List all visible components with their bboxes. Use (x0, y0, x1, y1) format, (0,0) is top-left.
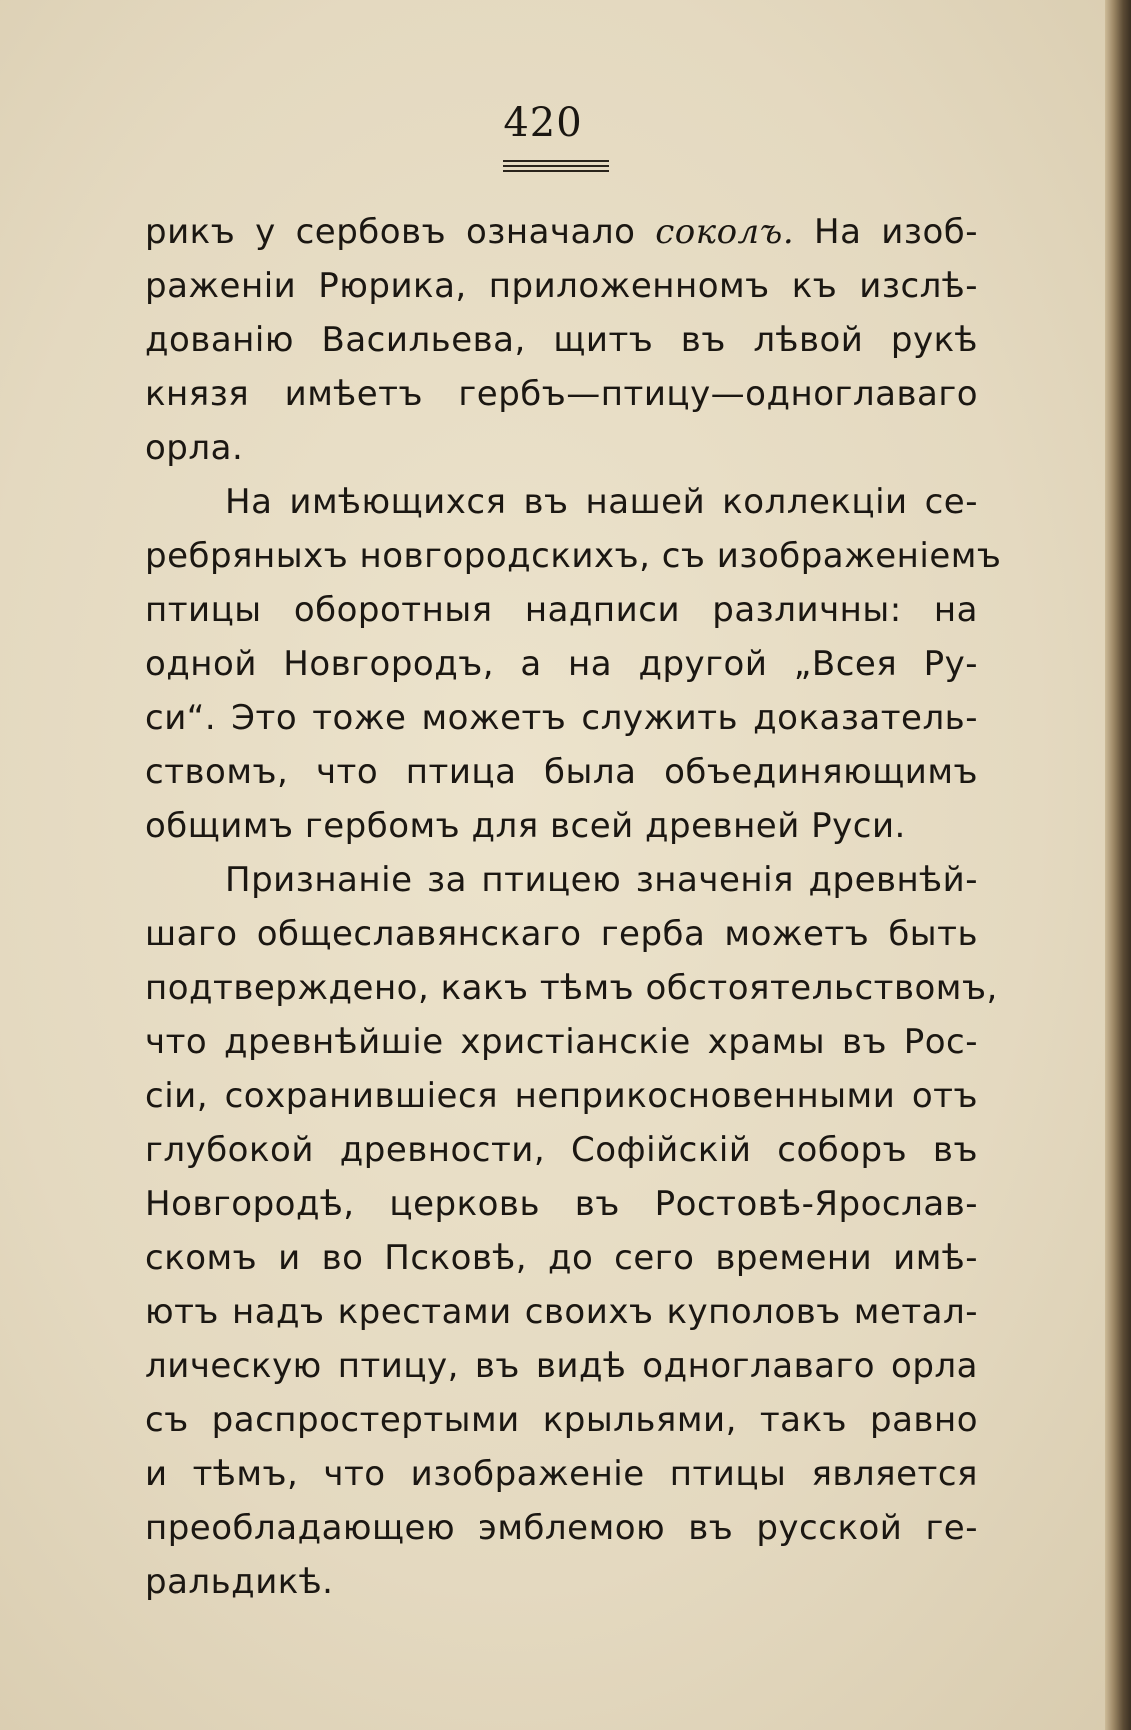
text-line: На имѣющихся въ нашей коллекціи се- (225, 482, 978, 522)
book-spine-edge (1105, 0, 1131, 1730)
body-text (145, 205, 1002, 1609)
text-line: князя имѣетъ гербъ—птицу—одноглаваго (145, 374, 978, 414)
text-line: рикъ у сербовъ означало соколъ. На изоб- (145, 212, 979, 252)
text-line: общимъ гербомъ для всей древней Руси. (145, 806, 906, 846)
text-line: и тѣмъ, что изображеніе птицы является (145, 1454, 978, 1494)
page-number: 420 (503, 100, 583, 146)
text-line: дованію Васильева, щитъ въ лѣвой рукѣ (145, 320, 978, 360)
text-line: Признаніе за птицею значенія древнѣй- (225, 860, 978, 900)
header-rule (503, 165, 609, 167)
italic-word: соколъ. (655, 212, 795, 252)
text-line: си“. Это тоже можетъ служить доказатель- (145, 698, 978, 738)
header-rule (503, 160, 609, 162)
text-line: подтверждено, какъ тѣмъ обстоятельствомъ, (145, 968, 998, 1008)
text-line: ютъ надъ крестами своихъ куполовъ метал- (145, 1292, 978, 1332)
text-line: раженіи Рюрика, приложенномъ къ изслѣ- (145, 266, 978, 306)
text-line: глубокой древности, Софійскій соборъ въ (145, 1130, 978, 1170)
text-line: скомъ и во Псковѣ, до сего времени имѣ- (145, 1238, 978, 1278)
text-line: что древнѣйшіе христіанскіе храмы въ Рос- (145, 1022, 978, 1062)
text-line: лическую птицу, въ видѣ одноглаваго орла (145, 1346, 978, 1386)
text-line: ствомъ, что птица была объединяющимъ (145, 752, 978, 792)
text-line: сіи, сохранившіеся неприкосновенными отъ (145, 1076, 978, 1116)
text-line: птицы оборотныя надписи различны: на (145, 590, 978, 630)
text-line: съ распростертыми крыльями, такъ равно (145, 1400, 978, 1440)
header-rule (503, 170, 609, 172)
text-line: преобладающею эмблемою въ русской ге- (145, 1508, 978, 1548)
text-line: одной Новгородъ, а на другой „Всея Ру- (145, 644, 978, 684)
text-line: Новгородѣ, церковь въ Ростовѣ-Ярослав- (145, 1184, 978, 1224)
text-line: шаго общеславянскаго герба можетъ быть (145, 914, 978, 954)
text-line: орла. (145, 428, 244, 468)
text-line: ребряныхъ новгородскихъ, съ изображеніемъ (145, 536, 1002, 576)
text-line: ральдикѣ. (145, 1562, 334, 1602)
